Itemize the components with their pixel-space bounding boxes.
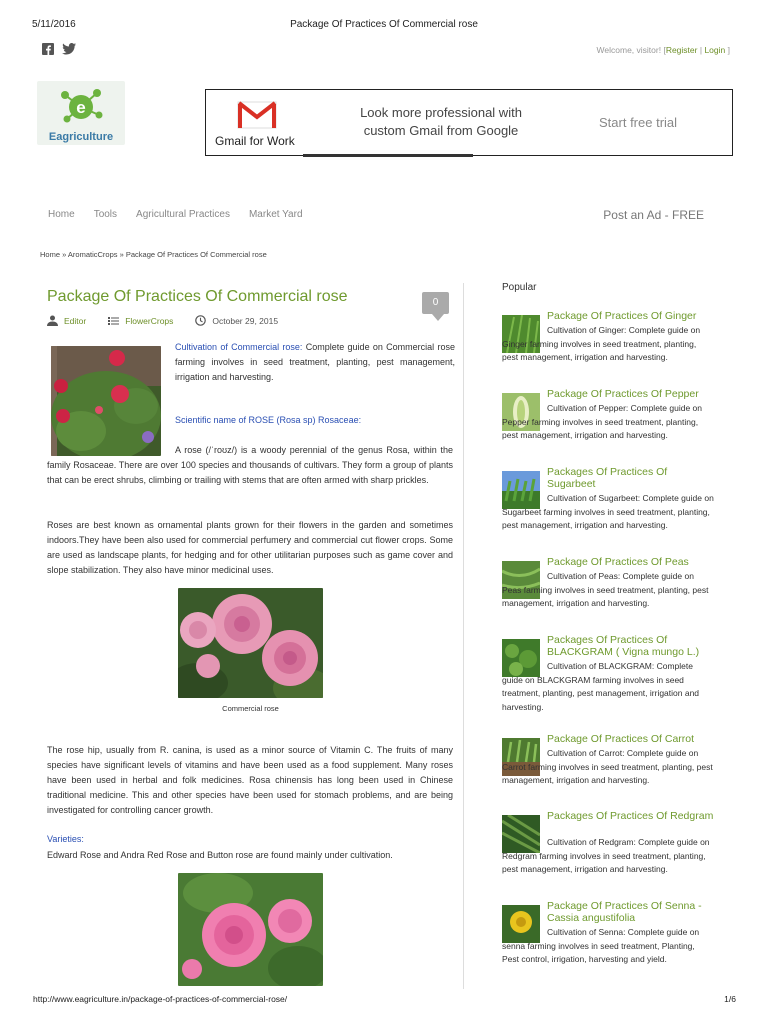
popular-title[interactable]: Package Of Practices Of Senna - Cassia angustifolia <box>547 900 702 924</box>
varieties-text: Edward Rose and Andra Red Rose and Button rose are found mainly under cultivation. <box>47 850 393 860</box>
social-links <box>42 43 76 55</box>
comment-count-badge[interactable]: 0 <box>422 292 449 314</box>
site-logo[interactable] <box>37 81 125 145</box>
gmail-ad-banner[interactable] <box>205 89 733 156</box>
ad-headline: Look more professional with custom Gmail from Google <box>360 105 522 138</box>
paragraph-rose-definition: A rose (/ˈroʊz/) is a woody perennial of the genus Rosa, within the family Rosaceae. There are over 100 species and thousands of cultivars. They form a group of plants that can be erect shrubs, climbing or trailing with stems that are often armed with sharp prickles. <box>47 445 453 485</box>
logo-mark-icon <box>37 81 125 133</box>
intro-paragraph <box>175 340 455 385</box>
image-caption: Commercial rose <box>222 704 279 713</box>
popular-title[interactable]: Package Of Practices Of Carrot <box>547 733 695 745</box>
popular-desc: Cultivation of Sugarbeet: Complete guide on Sugarbeet farming involves in seed treatment, planting, pest management, irrigation and harvesting. <box>502 493 714 530</box>
gmail-icon <box>237 100 277 130</box>
page-title: Package Of Practices Of Commercial rose <box>47 288 348 305</box>
ad-cta-button[interactable]: Start free trial <box>599 115 678 130</box>
popular-desc: Cultivation of BLACKGRAM: Complete guide on BLACKGRAM farming involves in seed treatment, planting, pest management, irrigation and harvesting. <box>502 661 700 712</box>
logo-text: Eagriculture <box>48 131 114 143</box>
commercial-rose-image <box>178 588 323 698</box>
popular-title[interactable]: Packages Of Practices Of Sugarbeet <box>547 466 668 490</box>
user-icon <box>47 315 58 326</box>
nav-item-market-yard[interactable]: Market Yard <box>248 209 303 220</box>
print-url: http://www.eagriculture.in/package-of-practices-of-commercial-rose/ <box>33 994 288 1004</box>
nav-item-tools[interactable]: Tools <box>93 209 118 220</box>
popular-desc: Cultivation of Peas: Complete guide on Peas farming involves in seed treatment, planting, pest management, irrigation and harvesting. <box>502 571 709 608</box>
paragraph-rose-hip: The rose hip, usually from R. canina, is used as a minor source of Vitamin C. The fruits of many species have significant levels of vitamins and have been used as a food supplement. Many roses have been used in herbal and folk medicines. Rosa chinensis has long been used in Chinese traditional medicine. This and other species have been used for stomach problems, and are being investigated for controlling cancer growth. <box>47 745 453 815</box>
popular-desc: Cultivation of Senna: Complete guide on senna farming involves in seed treatment, Planting, Pest control, irrigation, harvesting and yield. <box>502 927 700 964</box>
print-date: 5/11/2016 <box>32 19 76 30</box>
intro-text: Complete guide on Commercial rose farming involves in seed treatment, planting, pest management, irrigation and harvesting. <box>175 342 455 382</box>
popular-title[interactable]: Package Of Practices Of Pepper <box>547 388 699 400</box>
facebook-icon[interactable] <box>42 43 54 55</box>
pink-rose-image <box>178 873 323 986</box>
welcome-close: ] <box>727 45 730 55</box>
post-ad-link[interactable]: Post an Ad - FREE <box>603 208 704 222</box>
popular-heading: Popular <box>502 282 537 293</box>
list-icon <box>108 316 119 326</box>
category-link[interactable]: FlowerCrops <box>125 315 174 326</box>
author-link[interactable]: Editor <box>64 315 87 326</box>
clock-icon <box>195 315 206 326</box>
nav-item-home[interactable]: Home <box>48 209 75 220</box>
popular-title[interactable]: Package Of Practices Of Ginger <box>547 310 697 322</box>
ad-brand: Gmail for Work <box>215 134 295 148</box>
nav-item-agricultural-practices[interactable]: Agricultural Practices <box>136 209 230 220</box>
separator: | <box>699 45 703 55</box>
post-meta <box>47 315 278 326</box>
main-nav <box>48 209 303 220</box>
popular-desc: Cultivation of Ginger: Complete guide on Ginger farming involves in seed treatment, planting, pest management, irrigation and harvesting. <box>502 325 701 362</box>
popular-title[interactable]: Packages Of Practices Of Redgram <box>547 810 714 822</box>
scientific-name: Scientific name of ROSE (Rosa sp) Rosaceae: <box>175 415 362 425</box>
svg-text:e: e <box>76 98 86 117</box>
popular-desc: Cultivation of Pepper: Complete guide on Pepper farming involves in seed treatment, planting, pest management, irrigation and harvesting. <box>502 403 702 440</box>
breadcrumb[interactable]: Home » AromaticCrops » Package Of Practices Of Commercial rose <box>40 250 267 259</box>
twitter-icon[interactable] <box>62 43 76 55</box>
print-page-number: 1/6 <box>724 994 736 1004</box>
ad-bottom-bar <box>303 154 473 157</box>
popular-title[interactable]: Packages Of Practices Of BLACKGRAM ( Vigna mungo L.) <box>547 634 700 658</box>
login-link[interactable]: Login <box>704 45 726 55</box>
welcome-bar <box>597 45 730 55</box>
varieties-heading: Varieties: <box>47 834 84 844</box>
welcome-text: Welcome, visitor! [ <box>596 45 666 55</box>
intro-link[interactable]: Cultivation of Commercial rose: <box>175 342 303 352</box>
post-date: October 29, 2015 <box>212 315 279 326</box>
print-title: Package Of Practices Of Commercial rose <box>290 19 478 30</box>
paragraph-rose-uses: Roses are best known as ornamental plants grown for their flowers in the garden and sometimes indoors.They have been also used for commercial perfumery and commercial cut flower crops. Some are used as landscape plants, for hedging and for other utilitarian purposes such as game cover and slope stabilization. They also have minor medicinal uses. <box>47 520 453 575</box>
popular-title[interactable]: Package Of Practices Of Peas <box>547 556 689 568</box>
register-link[interactable]: Register <box>665 45 698 55</box>
column-divider <box>463 283 464 989</box>
popular-desc: Cultivation of Carrot: Complete guide on Carrot farming involves in seed treatment, planting, pest management, irrigation and harvesting. <box>502 748 713 785</box>
rose-garden-image <box>51 346 161 456</box>
popular-desc: Cultivation of Redgram: Complete guide on Redgram farming involves in seed treatment, planting, pest management, irrigation and harvesting. <box>502 837 710 874</box>
